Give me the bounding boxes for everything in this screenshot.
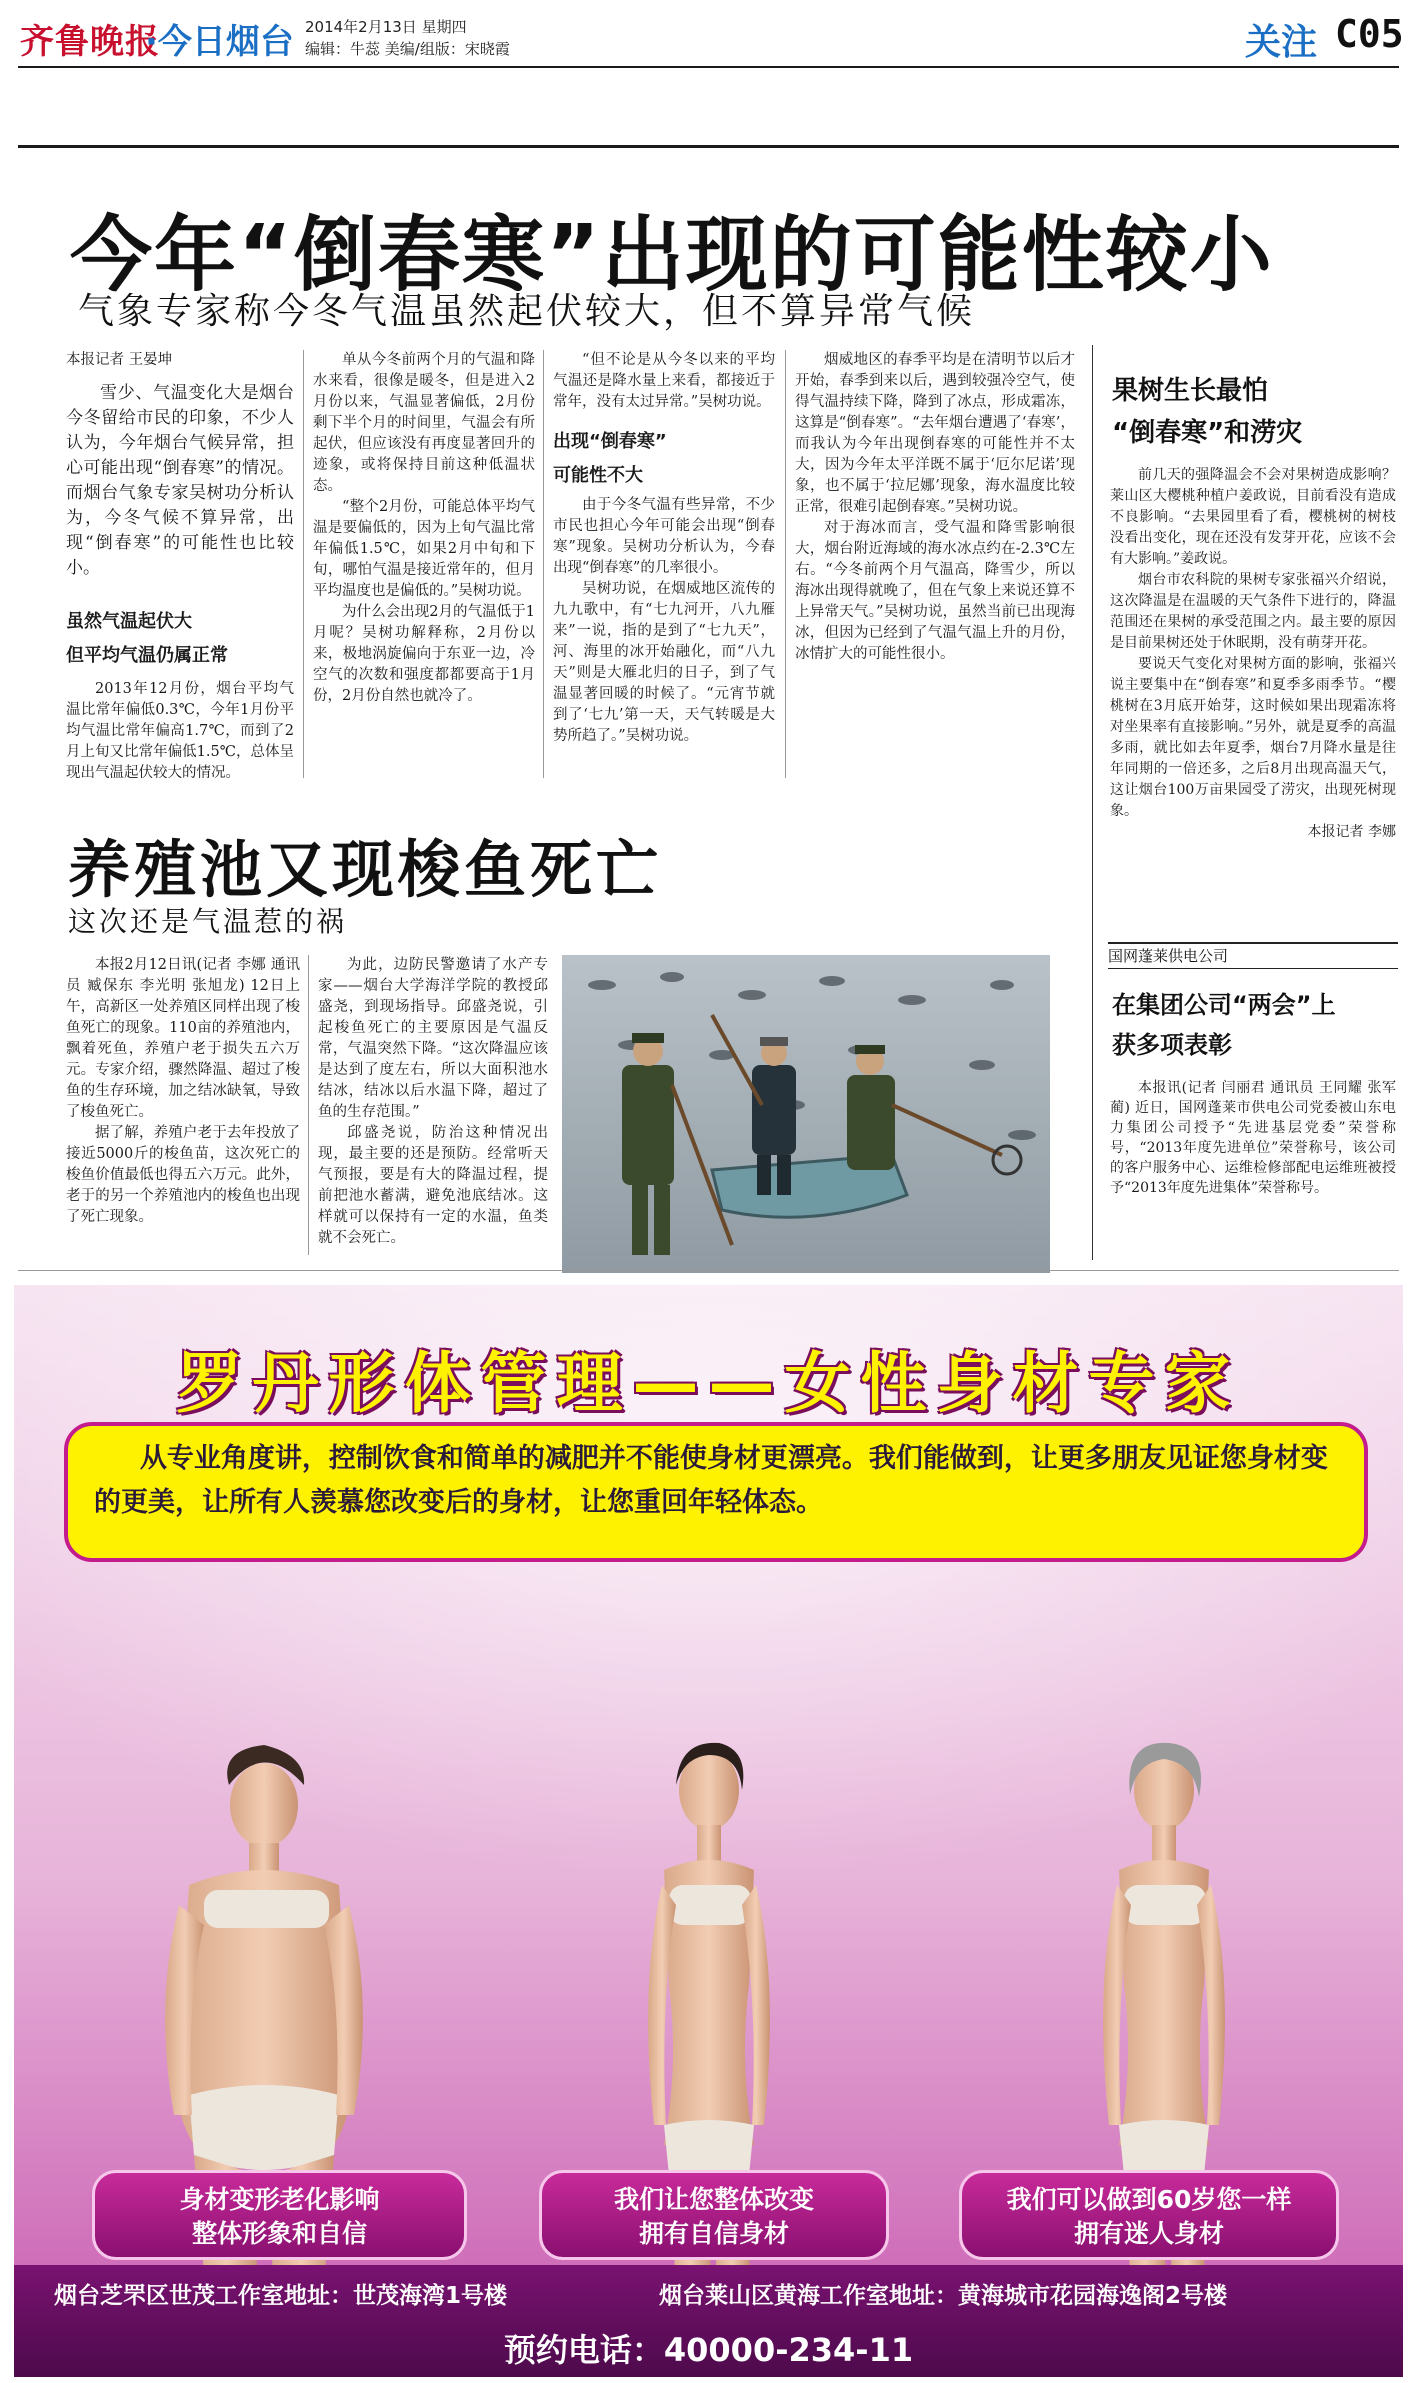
article2-paragraph: 据了解，养殖户老于去年投放了接近5000斤的梭鱼苗，这次死亡的梭鱼价值最低也得五六万元。此外，老于的另一个养殖池内的梭鱼也出现了死亡现象。 <box>66 1125 300 1225</box>
article1-paragraph: 单从今冬前两个月的气温和降水来看，很像是暖冬，但是进入2月份以来，气温显著偏低，2月份剩下半个月的时间里，气温会有所起伏，但应该没有再度显著回升的迹象，或将保持目前这种低温状态。 <box>313 352 535 494</box>
sidebar2-tag: 国网蓬莱供电公司 <box>1108 942 1398 969</box>
sidebar2-headline <box>1112 985 1336 1065</box>
second-subheadline: 这次还是气温惹的祸 <box>68 905 348 938</box>
news-photo <box>562 955 1050 1273</box>
article1-column-2 <box>313 350 535 707</box>
article1-paragraph: “但不论是从今冬以来的平均气温还是降水量上来看，都接近于常年，没有太过异常。”吴树功说。 <box>553 352 775 410</box>
sidebar1-paragraph: 要说天气变化对果树方面的影响，张福兴说主要集中在“倒春寒”和夏季多雨季节。“樱桃树在3月底开始芽，这时候如果出现霜冻将对坐果率有直接影响。”另外，就是夏季的高温多雨，就比如去年夏季，烟台7月降水量是往年同期的一倍还多，之后8月出现高温天气，这让烟台100万亩果园受了涝灾，出现死树现象。 <box>1110 656 1396 819</box>
article1-paragraph: 吴树功说，在烟威地区流传的九九歌中，有“七九河开，八九雁来”一说，指的是到了“七九天”，河、海里的冰开始融化，而“八九天”则是大雁北归的日子，到了气温显著回暖的时候了。“元宵节就到了‘七九’第一天，天气转暖是大势所趋了。”吴树功说。 <box>553 581 775 744</box>
section-name: ·今日烟台 <box>145 22 294 62</box>
newspaper-brand: 齐鲁晚报 <box>20 22 160 62</box>
ad-title: 罗丹形体管理——女性身材专家 <box>176 1345 1241 1422</box>
article2-column-1 <box>66 955 300 1228</box>
sidebar1-headline <box>1112 370 1302 454</box>
sidebar1-body <box>1110 465 1396 843</box>
ad-benefit-pill <box>959 2170 1339 2260</box>
sidebar-divider <box>1092 345 1093 1260</box>
column-divider <box>303 350 304 778</box>
ad-pill-line: 拥有迷人身材 <box>1073 2219 1224 2248</box>
article1-paragraph: 对于海冰而言，受气温和降雪影响很大，烟台附近海域的海水冰点约在-2.3℃左右。“今冬前两个月气温高，降雪少，所以海冰出现得就晚了，但在气象上来说还算不上异常天气。”吴树功说，虽然当前已出现海冰，但因为已经到了气温气温上升的月份，冰情扩大的可能性很小。 <box>795 520 1075 662</box>
issue-date: 2014年2月13日 星期四 <box>305 18 467 36</box>
ad-address-laishan: 烟台莱山区黄海工作室地址：黄海城市花园海逸阁2号楼 <box>659 2283 1228 2309</box>
article1-paragraph: 由于今冬气温有些异常，不少市民也担心今年可能会出现“倒春寒”现象。吴树功分析认为，今春出现“倒春寒”的几率很小。 <box>553 497 775 576</box>
article1-paragraph: 为什么会出现2月的气温低于1月呢？吴树功解释称，2月份以来，极地涡旋偏向于东亚一边，冷空气的次数和强度都都要高于1月份，2月份自然也就冷了。 <box>313 604 535 704</box>
article1-paragraph: 烟威地区的春季平均是在清明节以后才开始，春季到来以后，遇到较强冷空气，使得气温持续下降，降到了冰点，形成霜冻，这算是“倒春寒”。“去年烟台遭遇了‘春寒’，而我认为今年出现倒春寒的可能性并不太大，因为今年太平洋既不属于‘厄尔尼诺’现象，也不属于‘拉尼娜’现象，海水温度比较正常，很难引起倒春寒。”吴树功说。 <box>795 352 1075 515</box>
sidebar2-headline-line1: 在集团公司“两会”上 <box>1112 991 1336 1019</box>
article1-subhead-1: 虽然气温起伏大 <box>66 611 192 632</box>
ad-pill-line: 我们让您整体改变 <box>613 2185 814 2214</box>
editor-credits: 编辑：牛蕊 美编/组版：宋晓霞 <box>305 40 510 58</box>
ad-pill-line: 我们可以做到60岁您一样 <box>1006 2185 1292 2214</box>
column-divider <box>308 955 309 1255</box>
article1-lead: 雪少、气温变化大是烟台今冬留给市民的印象，不少人认为，今年烟台气候异常，担心可能出现“倒春寒”的情况。而烟台气象专家吴树功分析认为，今冬气候不算异常，出现“倒春寒”的可能性也比较小。 <box>66 383 294 578</box>
sidebar1-paragraph: 烟台市农科院的果树专家张福兴介绍说，这次降温是在温暖的天气条件下进行的，降温范围还在果树的承受范围之内。最主要的原因是目前果树还处于休眠期，没有萌芽开花。 <box>1110 572 1396 651</box>
article1-subhead-2: 出现“倒春寒” <box>553 431 667 452</box>
article1-column-1 <box>66 350 294 784</box>
top-rule <box>18 145 1399 148</box>
sidebar1-paragraph: 前几天的强降温会不会对果树造成影响？莱山区大樱桃种植户姜政说，目前看没有造成不良影响。“去果园里看了看，樱桃树的树枝没看出变化，现在还没有发芽开花，应该不会有大影响。”姜政说。 <box>1110 467 1396 567</box>
article2-column-2 <box>318 955 548 1249</box>
sidebar2-body <box>1110 1078 1396 1198</box>
ad-phone: 预约电话：40000-234-11 <box>503 2331 914 2369</box>
sidebar1-headline-line2: “倒春寒”和涝灾 <box>1112 418 1303 448</box>
column-divider <box>785 350 786 778</box>
page-number: C05 <box>1335 12 1404 56</box>
sidebar1-byline: 本报记者 李娜 <box>1307 824 1396 840</box>
column-divider <box>543 350 544 778</box>
article1-paragraph: “整个2月份，可能总体平均气温是要偏低的，因为上旬气温比常年偏低1.5℃，如果2月中旬和下旬，哪怕气温是接近常年的，但月平均温度也是偏低的。”吴树功说。 <box>313 499 535 599</box>
ad-address-zhifu: 烟台芝罘区世茂工作室地址：世茂海湾1号楼 <box>54 2283 508 2309</box>
second-headline: 养殖池又现梭鱼死亡 <box>68 833 663 906</box>
main-headline: 今年“倒春寒”出现的可能性较小 <box>70 208 1274 303</box>
article2-paragraph: 邱盛尧说，防治这种情况出现，最主要的还是预防。经常听天气预报，要是有大的降温过程，提前把池水蓄满，避免池底结冰。这样就可以保持有一定的水温，鱼类就不会死亡。 <box>318 1125 548 1246</box>
sidebar2-paragraph: 本报讯(记者 闫丽君 通讯员 王同耀 张军蔺) 近日，国网蓬莱市供电公司党委被山东电力集团公司授予“先进基层党委”荣誉称号，“2013年度先进单位”荣誉称号，该公司的客户服务中心、运维检修部配电运维班被授予“2013年度先进集体”荣誉称号。 <box>1110 1080 1396 1196</box>
ad-benefit-pill <box>92 2170 467 2260</box>
article2-paragraph: 本报2月12日讯(记者 李娜 通讯员 臧保东 李光明 张旭龙) 12日上午，高新区一处养殖区同样出现了梭鱼死亡的现象。110亩的养殖池内，飘着死鱼，养殖户老于损失五六万元。专家介绍，骤然降温、超过了梭鱼的生存环境，加之结冰缺氧，导致了梭鱼死亡。 <box>66 957 300 1120</box>
ad-pill-line: 整体形象和自信 <box>191 2219 367 2248</box>
sidebar2-headline-line2: 获多项表彰 <box>1112 1031 1232 1059</box>
article1-subhead-2b: 可能性不大 <box>553 465 643 486</box>
article1-paragraph: 2013年12月份，烟台平均气温比常年偏低0.3℃，今年1月份平均气温比常年偏高1.7℃，而到了2月上旬又比常年偏低1.5℃，总体呈现出气温起伏较大的情况。 <box>66 681 294 781</box>
article1-column-3 <box>553 350 775 747</box>
column-name: 关注 <box>1245 22 1318 63</box>
article1-subhead-1b: 但平均气温仍属正常 <box>66 645 228 666</box>
article2-paragraph: 为此，边防民警邀请了水产专家——烟台大学海洋学院的教授邱盛尧，到现场指导。邱盛尧说，引起梭鱼死亡的主要原因是气温反常，气温突然下降。“这次降温应该是达到了度左右，所以大面积池水结冰，结冰以后水温下降，超过了鱼的生存范围。” <box>318 957 548 1120</box>
article1-column-4 <box>795 350 1075 665</box>
ad-top-rule <box>18 1270 1399 1271</box>
advertisement <box>14 1285 1403 2377</box>
main-subheadline: 气象专家称今冬气温虽然起伏较大，但不算异常气候 <box>78 291 976 332</box>
sidebar1-headline-line1: 果树生长最怕 <box>1112 376 1269 406</box>
ad-benefit-pill <box>539 2170 889 2260</box>
ad-pill-line: 身材变形老化影响 <box>179 2185 380 2214</box>
masthead-rule <box>18 66 1399 68</box>
frozen-pond-photo <box>562 955 1050 1273</box>
ad-pill-line: 拥有自信身材 <box>638 2219 789 2248</box>
article1-byline: 本报记者 王晏坤 <box>66 352 173 368</box>
ad-intro: 从专业角度讲，控制饮食和简单的减肥并不能使身材更漂亮。我们能做到，让更多朋友见证您身材变的更美，让所有人羡慕您改变后的身材，让您重回年轻体态。 <box>94 1443 1328 1518</box>
